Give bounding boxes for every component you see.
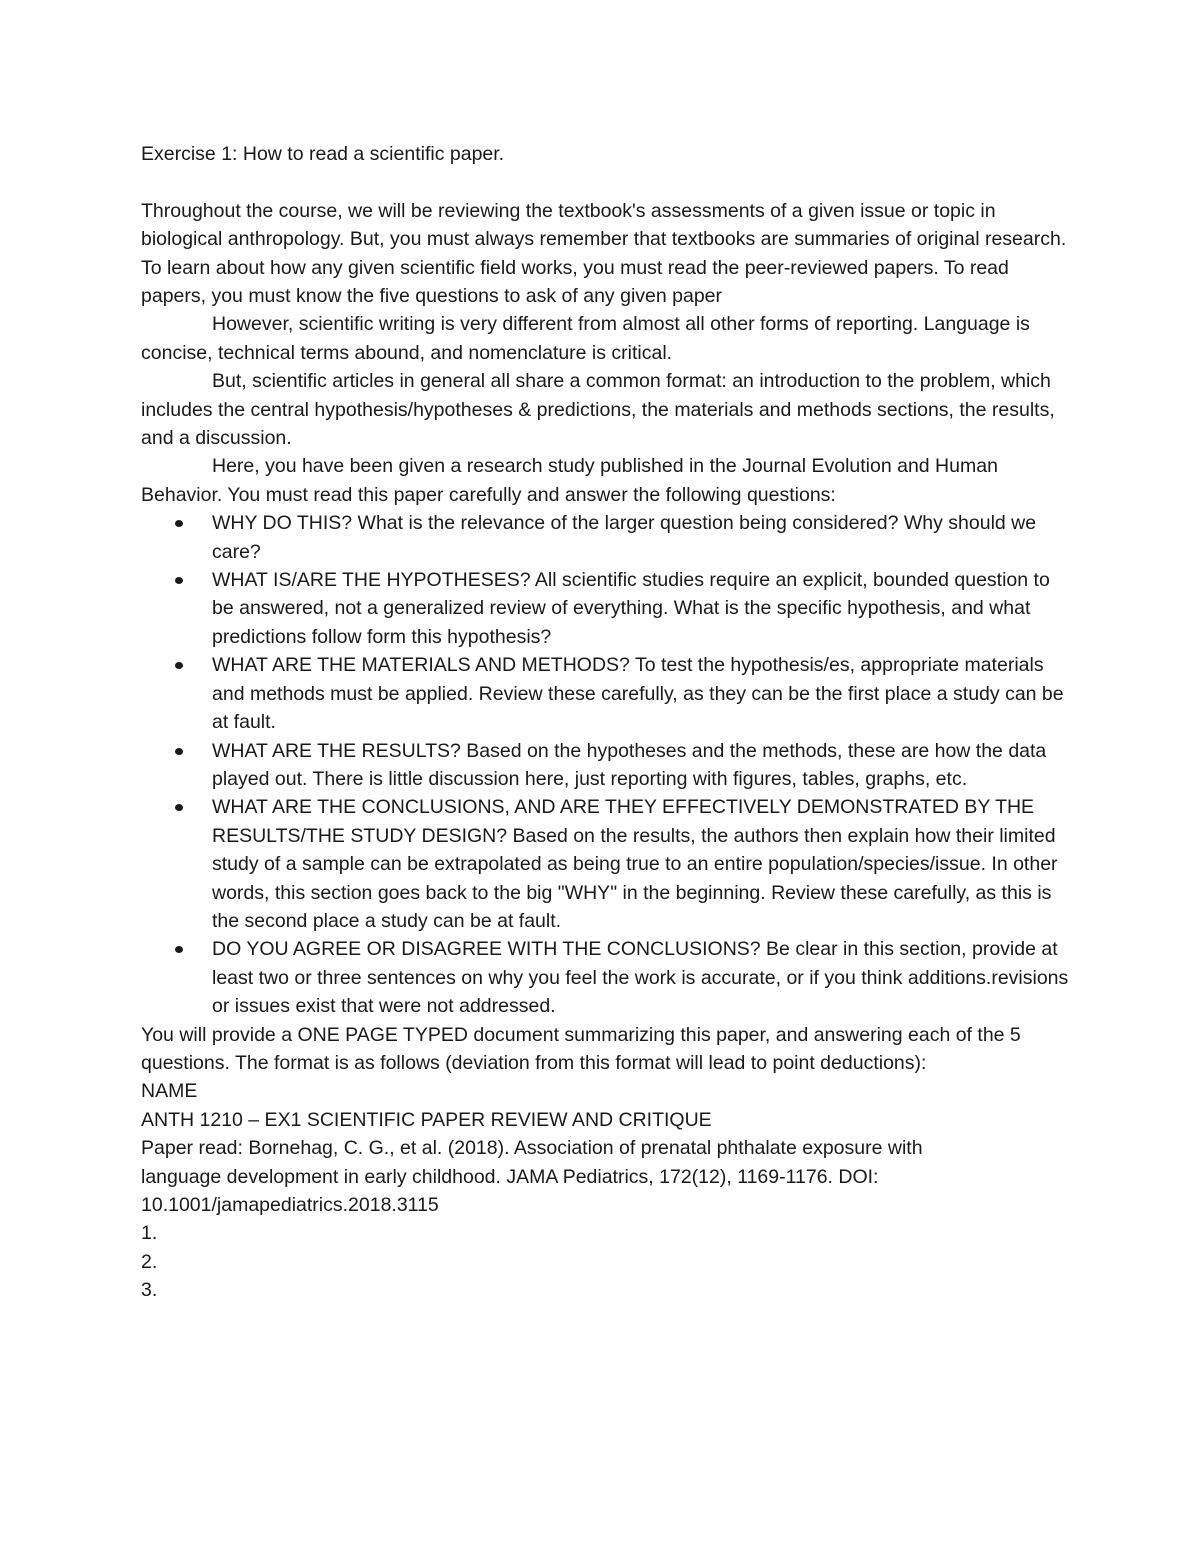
question-why: WHY DO THIS? What is the relevance of the larger question being considered? Why should we care? [212, 512, 1037, 563]
question-methods: WHAT ARE THE MATERIALS AND METHODS? To test the hypothesis/es, appropriate materials and methods must be applied. Review these carefully, as they can be the first place a study can be at fault. [212, 654, 1064, 734]
document-title: Exercise 1: How to read a scientific paper. [141, 143, 505, 165]
format-course: ANTH 1210 – EX1 SCIENTIFIC PAPER REVIEW AND CRITIQUE [141, 1108, 712, 1131]
numbered-item-3: 3. [141, 1279, 158, 1302]
question-agree: DO YOU AGREE OR DISAGREE WITH THE CONCLUSIONS? Be clear in this section, provide at least two or three sentences on why you feel the work is accurate, or if you think additions.revisions or issues exist that were not addressed. [212, 938, 1069, 1018]
writing-style-paragraph: However, scientific writing is very different from almost all other forms of reporting. Language is concise, technical terms abound, and nomenclature is critical. [141, 313, 1030, 364]
bullet-icon [175, 946, 183, 953]
list-item [212, 737, 1071, 794]
questions-list [141, 509, 1071, 1020]
list-item [212, 935, 1071, 1020]
list-item [212, 793, 1071, 935]
bullet-icon [175, 748, 183, 755]
question-results: WHAT ARE THE RESULTS? Based on the hypotheses and the methods, these are how the data played out. There is little discussion here, just reporting with figures, tables, graphs, etc. [212, 739, 1047, 790]
bullet-icon [175, 662, 183, 669]
list-item [212, 509, 1071, 566]
format-paper-read-3: 10.1001/jamapediatrics.2018.3115 [141, 1194, 439, 1217]
list-item [212, 651, 1071, 736]
document-body [141, 140, 1071, 1305]
intro-paragraph: Throughout the course, we will be reviewing the textbook's assessments of a given issue or topic in biological anthropology. But, you must always remember that textbooks are summaries of original research. To learn about how any given scientific field works, you must read the peer-reviewed papers. To read papers, you must know the five questions to ask of any given paper [141, 199, 1067, 308]
question-conclusions: WHAT ARE THE CONCLUSIONS, AND ARE THEY EFFECTIVELY DEMONSTRATED BY THE RESULTS/THE STUDY DESIGN? Based on the results, the authors then explain how their limited study of a sample can be extrapolated as being true to an entire population/species/issue. In other words, this section goes back to the big "WHY" in the beginning. Review these carefully, as this is the second place a study can be at fault. [212, 796, 1058, 932]
bullet-icon [175, 520, 183, 527]
assignment-paragraph: Here, you have been given a research study published in the Journal Evolution and Human Behavior. You must read this paper carefully and answer the following questions: [141, 455, 998, 506]
format-paper-read-2: language development in early childhood. JAMA Pediatrics, 172(12), 1169-1176. DOI: [141, 1165, 879, 1188]
numbered-item-2: 2. [141, 1250, 158, 1273]
instructions-paragraph: You will provide a ONE PAGE TYPED document summarizing this paper, and answering each of the 5 questions. The format is as follows (deviation from this format will lead to point deductions): [141, 1023, 1021, 1074]
format-paper-read-1: Paper read: Bornehag, C. G., et al. (2018). Association of prenatal phthalate exposure with [141, 1137, 923, 1160]
bullet-icon [175, 804, 183, 811]
list-item [212, 566, 1071, 651]
numbered-item-1: 1. [141, 1222, 158, 1245]
format-paragraph: But, scientific articles in general all share a common format: an introduction to the problem, which includes the central hypothesis/hypotheses & predictions, the materials and methods sections, the results, and a discussion. [141, 370, 1055, 450]
question-hypotheses: WHAT IS/ARE THE HYPOTHESES? All scientific studies require an explicit, bounded question to be answered, not a generalized review of everything. What is the specific hypothesis, and what predictions follow form this hypothesis? [212, 569, 1050, 648]
bullet-icon [175, 577, 183, 584]
format-name: NAME [141, 1080, 198, 1103]
